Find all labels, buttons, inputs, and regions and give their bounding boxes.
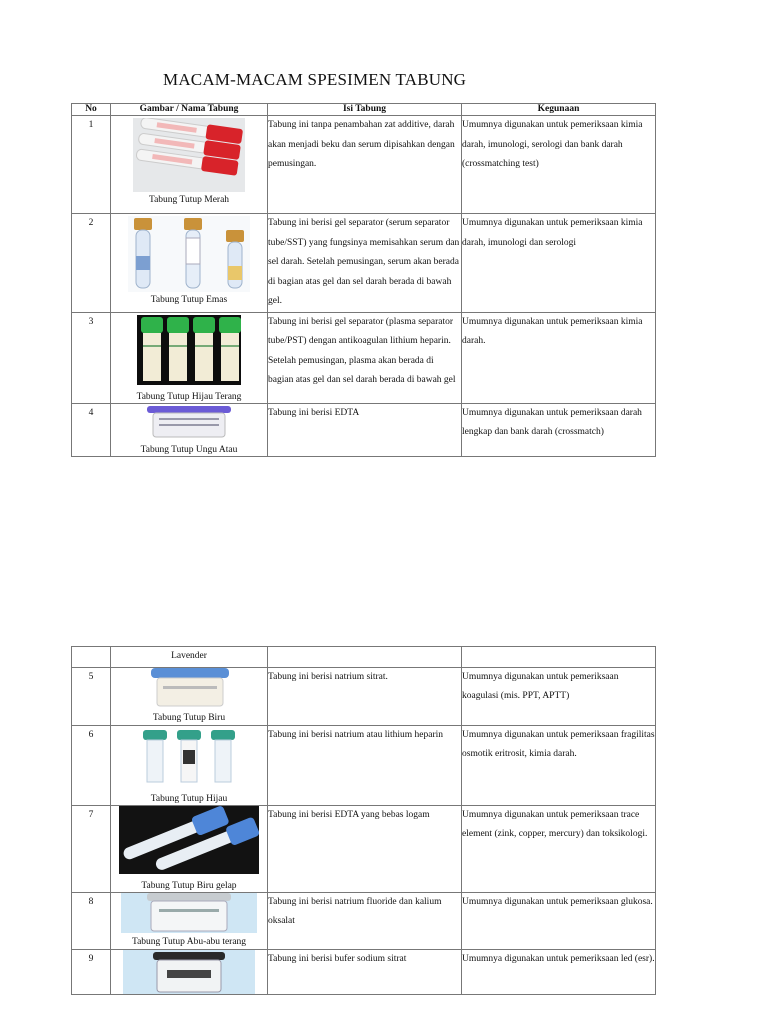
tube-contents: Tabung ini berisi EDTA yang bebas logam xyxy=(268,805,462,892)
table-row xyxy=(72,116,656,214)
tube-usage: Umumnya digunakan untuk pemeriksaan kimia darah. xyxy=(462,312,656,403)
tube-name: Tabung Tutup Hijau Terang xyxy=(136,391,242,402)
tube-contents: Tabung ini tanpa penambahan zat additive, darah akan menjadi beku dan serum dipisahkan dengan pemusingan. xyxy=(268,116,462,214)
row-number: 7 xyxy=(72,805,111,892)
tube-name: Tabung Tutup Biru xyxy=(152,712,226,723)
green-tube-image xyxy=(139,728,239,784)
tube-name: Tabung Tutup Biru gelap xyxy=(141,880,237,891)
tube-name-continuation: Lavender xyxy=(111,647,268,668)
table-row xyxy=(72,892,656,949)
header-gambar: Gambar / Nama Tabung xyxy=(111,104,268,116)
header-isi: Isi Tabung xyxy=(268,104,462,116)
table-header-row xyxy=(72,104,656,116)
tube-contents: Tabung ini berisi natrium fluoride dan kalium oksalat xyxy=(268,892,462,949)
page-title: MACAM-MACAM SPESIMEN TABUNG xyxy=(163,70,467,89)
tube-usage: Umumnya digunakan untuk pemeriksaan led (esr). xyxy=(462,949,656,994)
tube-contents: Tabung ini berisi gel separator (serum separator tube/SST) yang fungsinya memisahkan serum dan sel darah. Setelah pemusingan, serum akan berada di bagian atas gel dan sel darah berada di bawah gel. xyxy=(268,214,462,313)
tube-usage: Umumnya digunakan untuk pemeriksaan fragilitas osmotik eritrosit, kimia darah. xyxy=(462,725,656,805)
tube-picture-cell xyxy=(111,667,268,725)
tube-usage: Umumnya digunakan untuk pemeriksaan koagulasi (mis. PPT, APTT) xyxy=(462,667,656,725)
row-number: 8 xyxy=(72,892,111,949)
black-tube-image xyxy=(123,950,255,994)
tube-usage: Umumnya digunakan untuk pemeriksaan darah lengkap dan bank darah (crossmatch) xyxy=(462,403,656,456)
row-number: 3 xyxy=(72,312,111,403)
tube-contents: Tabung ini berisi gel separator (plasma separator tube/PST) dengan antikoagulan lithium heparin. Setelah pemusingan, plasma akan berada di bagian atas gel dan sel darah berada di bawah gel xyxy=(268,312,462,403)
table-row xyxy=(72,725,656,805)
lavender-tube-image xyxy=(137,406,241,440)
table-row xyxy=(72,403,656,456)
tube-table-part-1 xyxy=(71,103,656,457)
tube-contents: Tabung ini berisi natrium sitrat. xyxy=(268,667,462,725)
header-kegunaan: Kegunaan xyxy=(462,104,656,116)
tube-usage: Umumnya digunakan untuk pemeriksaan glukosa. xyxy=(462,892,656,949)
row-number: 5 xyxy=(72,667,111,725)
row-number: 1 xyxy=(72,116,111,214)
gold-tube-image xyxy=(128,216,250,292)
dark-blue-tube-image xyxy=(119,806,259,874)
tube-contents: Tabung ini berisi natrium atau lithium heparin xyxy=(268,725,462,805)
tube-contents: Tabung ini berisi bufer sodium sitrat xyxy=(268,949,462,994)
tube-picture-cell xyxy=(111,949,268,994)
tube-name: Tabung Tutup Hijau xyxy=(150,793,228,804)
tube-picture-cell xyxy=(111,892,268,949)
tube-contents: Tabung ini berisi EDTA xyxy=(268,403,462,456)
red-tube-image xyxy=(133,118,245,192)
tube-name: Tabung Tutup Ungu Atau xyxy=(140,444,238,455)
tube-name: Tabung Tutup Merah xyxy=(148,195,230,205)
row-number: 4 xyxy=(72,403,111,456)
tube-table-part-2 xyxy=(71,646,656,995)
tube-picture-cell xyxy=(111,403,268,456)
light-green-tube-image xyxy=(137,315,241,385)
blue-tube-image xyxy=(137,668,241,710)
row-number: 9 xyxy=(72,949,111,994)
tube-usage: Umumnya digunakan untuk pemeriksaan kimia darah, imunologi, serologi dan bank darah (crossmatching test) xyxy=(462,116,656,214)
light-grey-tube-image xyxy=(121,893,257,933)
header-no: No xyxy=(72,104,111,116)
tube-usage: Umumnya digunakan untuk pemeriksaan kimia darah, imunologi dan serologi xyxy=(462,214,656,313)
tube-picture-cell xyxy=(111,725,268,805)
tube-usage: Umumnya digunakan untuk pemeriksaan trace element (zink, copper, mercury) dan toksikologi. xyxy=(462,805,656,892)
tube-picture-cell xyxy=(111,805,268,892)
table-row xyxy=(72,214,656,313)
row-number: 6 xyxy=(72,725,111,805)
tube-picture-cell xyxy=(111,312,268,403)
tube-name: Tabung Tutup Emas xyxy=(150,295,228,305)
tube-picture-cell xyxy=(111,116,268,214)
tube-name: Tabung Tutup Abu-abu terang xyxy=(131,936,247,947)
table-row-continuation xyxy=(72,647,656,668)
table-row xyxy=(72,312,656,403)
row-number: 2 xyxy=(72,214,111,313)
table-row xyxy=(72,805,656,892)
table-row xyxy=(72,949,656,994)
tube-picture-cell xyxy=(111,214,268,313)
table-row xyxy=(72,667,656,725)
